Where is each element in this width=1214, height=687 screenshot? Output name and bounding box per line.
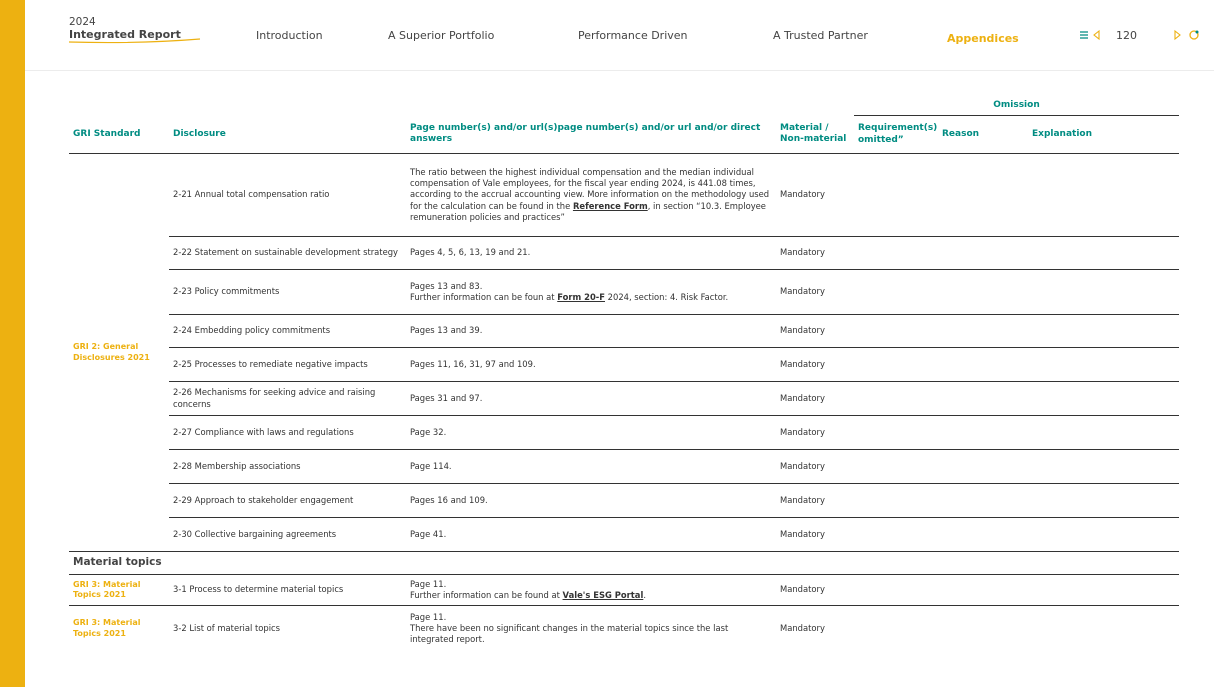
answer-text: . [643, 590, 646, 600]
material-cell: Mandatory [776, 382, 854, 416]
pages-cell[interactable]: Pages 11, 16, 31, 97 and 109. [406, 348, 776, 382]
report-logo[interactable] [69, 16, 181, 41]
disclosure-cell: 2-23 Policy commitments [169, 270, 406, 315]
table-row [69, 237, 1179, 270]
answer-text: The ratio between the highest individual compensation and the median individual compensation of Vale employees, for the fiscal year ending 2024, is 441.08 times, according to the accrual accounting view. More information on the methodology used for the calculation can be found in the [410, 166, 770, 211]
table-row [69, 315, 1179, 348]
disclosure-cell: 2-24 Embedding policy commitments [169, 315, 406, 348]
material-cell: Mandatory [776, 315, 854, 348]
report-year: 2024 [69, 16, 96, 28]
material-cell: Mandatory [776, 237, 854, 270]
esg-portal-link[interactable]: Vale's ESG Portal [562, 590, 644, 600]
table-row [69, 270, 1179, 315]
pages-cell[interactable]: Pages 16 and 109. [406, 484, 776, 518]
section-title: Material topics [69, 552, 1179, 575]
answer-text: Further information can be foun at [410, 292, 558, 302]
col-gri-standard: GRI Standard [69, 116, 169, 154]
table-row [69, 450, 1179, 484]
material-cell: Mandatory [776, 270, 854, 315]
hamburger-menu-icon[interactable] [1079, 29, 1089, 41]
pages-cell[interactable]: Page 41. [406, 518, 776, 552]
material-cell: Mandatory [776, 154, 854, 237]
table-row [69, 382, 1179, 416]
gri3-standard-label: GRI 3: Material Topics 2021 [73, 618, 141, 638]
top-navigation-bar [25, 0, 1214, 71]
col-requirement-omitted: Requirement(s) omitted” [854, 116, 938, 154]
table-row [69, 606, 1179, 652]
nav-trusted-partner[interactable]: A Trusted Partner [773, 29, 868, 42]
next-page-icon[interactable] [1173, 29, 1182, 41]
disclosure-cell: 3-2 List of material topics [173, 623, 281, 634]
col-material: Material / Non-material [776, 116, 854, 154]
material-cell: Mandatory [776, 450, 854, 484]
reference-form-link[interactable]: Reference Form [572, 200, 648, 211]
col-reason: Reason [938, 116, 1028, 154]
answer-text: 2024, section: 4. Risk Factor. [605, 292, 729, 302]
pages-cell[interactable]: Pages 4, 5, 6, 13, 19 and 21. [406, 237, 776, 270]
disclosure-cell: 2-25 Processes to remediate negative impacts [169, 348, 406, 382]
logo-swoosh-icon [69, 38, 201, 44]
pages-cell[interactable]: Pages 13 and 39. [406, 315, 776, 348]
disclosure-cell: 2-28 Membership associations [169, 450, 406, 484]
pages-cell [406, 575, 776, 606]
disclosure-cell: 2-21 Annual total compensation ratio [169, 154, 406, 237]
gri2-standard-label: GRI 2: General Disclosures 2021 [69, 154, 169, 552]
nav-superior-portfolio[interactable]: A Superior Portfolio [388, 29, 495, 42]
material-cell: Mandatory [776, 416, 854, 450]
answer-text: , in section “10.3. Employee remuneration policies and practices” [410, 200, 766, 222]
side-accent-bar [0, 0, 25, 687]
table-row [69, 575, 1179, 606]
col-disclosure: Disclosure [169, 116, 406, 154]
header-row-columns [69, 116, 1179, 154]
table-row [69, 154, 1179, 237]
pages-cell [406, 154, 776, 237]
pages-cell[interactable]: Pages 31 and 97. [406, 382, 776, 416]
header-row-omission [69, 97, 1179, 116]
section-row-material-topics [69, 552, 1179, 575]
nav-introduction[interactable]: Introduction [256, 29, 323, 42]
previous-page-icon[interactable] [1092, 29, 1101, 41]
col-pages: Page number(s) and/or url(s)page number(s) and/or url and/or direct answers [406, 116, 776, 154]
disclosure-cell: 2-22 Statement on sustainable development strategy [169, 237, 406, 270]
table-row [69, 518, 1179, 552]
disclosure-cell: 2-29 Approach to stakeholder engagement [169, 484, 406, 518]
material-cell: Mandatory [776, 484, 854, 518]
material-cell: Mandatory [776, 575, 854, 606]
report-title: Integrated Report [69, 28, 181, 41]
pages-cell [406, 270, 776, 315]
omission-header: Omission [854, 97, 1179, 116]
page-number: 120 [1116, 29, 1137, 42]
gri-content-index-table [69, 97, 1179, 652]
material-cell: Mandatory [780, 623, 825, 634]
disclosure-cell: 2-26 Mechanisms for seeking advice and raising concerns [169, 382, 406, 416]
answer-text: Further information can be found at [410, 590, 563, 600]
pages-text[interactable]: Pages 13 and 83. [410, 280, 483, 291]
nav-performance-driven[interactable]: Performance Driven [578, 29, 688, 42]
pages-text[interactable]: Page 11. [410, 611, 447, 622]
col-explanation: Explanation [1028, 116, 1179, 154]
disclosure-cell: 3-1 Process to determine material topics [169, 575, 406, 606]
material-cell: Mandatory [776, 348, 854, 382]
table-row [69, 416, 1179, 450]
material-cell: Mandatory [776, 518, 854, 552]
table-row [69, 348, 1179, 382]
pages-text[interactable]: Page 11. [410, 578, 447, 589]
answer-text: There have been no significant changes in the material topics since the last integrated report. [410, 623, 729, 645]
table-row [69, 484, 1179, 518]
form-20f-link[interactable]: Form 20-F [557, 292, 605, 302]
gri3-standard-label: GRI 3: Material Topics 2021 [69, 575, 169, 606]
disclosure-cell: 2-30 Collective bargaining agreements [169, 518, 406, 552]
disclosure-cell: 2-27 Compliance with laws and regulations [169, 416, 406, 450]
home-circle-icon[interactable] [1188, 29, 1200, 41]
pages-cell[interactable]: Page 32. [406, 416, 776, 450]
pages-cell [406, 606, 776, 652]
nav-appendices[interactable]: Appendices [947, 32, 1019, 45]
pages-cell[interactable]: Page 114. [406, 450, 776, 484]
